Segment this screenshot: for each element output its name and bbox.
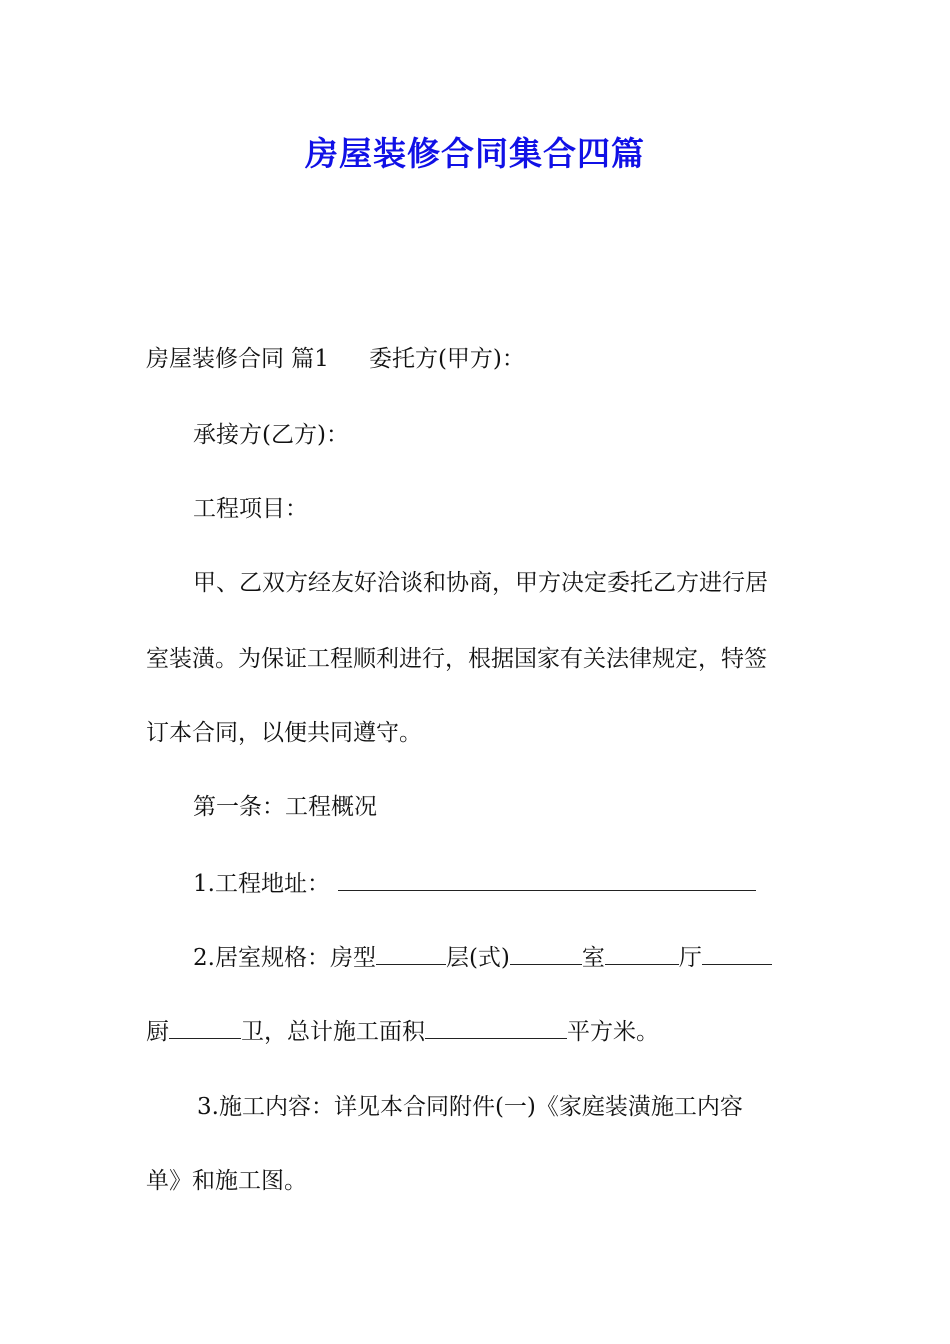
paragraph-line: 室装潢。为保证工程顺利进行，根据国家有关法律规定，特签	[146, 646, 767, 672]
paragraph-line: 单》和施工图。	[146, 1168, 307, 1194]
blank-field	[605, 942, 679, 965]
blank-field	[510, 942, 582, 965]
paragraph-line: 3.施工内容：详见本合同附件(一)《家庭装潢施工内容	[197, 1094, 743, 1120]
document-title: 房屋装修合同集合四篇	[305, 134, 645, 173]
paragraph-line: 甲、乙双方经友好洽谈和协商，甲方决定委托乙方进行居	[193, 570, 768, 596]
address-blank	[338, 868, 756, 891]
blank-field	[169, 1016, 241, 1039]
party-b-label: 承接方(乙方)：	[193, 422, 349, 448]
room-spec-line	[193, 942, 863, 973]
project-label: 工程项目：	[193, 496, 308, 522]
kitchen-label: 厨	[146, 1019, 169, 1045]
contract-section-heading: 房屋装修合同 篇1	[146, 346, 329, 372]
address-label: 1.工程地址：	[193, 871, 330, 897]
paragraph-line: 订本合同，以便共同遵守。	[146, 720, 422, 746]
area-line	[146, 1016, 816, 1047]
blank-field	[425, 1016, 567, 1039]
blank-field	[702, 942, 772, 965]
contract-heading-line	[146, 344, 816, 374]
address-line	[193, 868, 863, 899]
article-heading: 第一条：工程概况	[193, 794, 377, 820]
blank-field	[376, 942, 446, 965]
area-label: 卫，总计施工面积	[241, 1019, 425, 1045]
hall-label: 厅	[678, 945, 702, 971]
party-a-label: 委托方(甲方)：	[368, 346, 525, 372]
area-unit: 平方米。	[567, 1019, 659, 1045]
room-label: 室	[581, 945, 605, 971]
room-spec-label: 2.居室规格：房型	[193, 945, 376, 971]
floor-label: 层(式)	[445, 945, 510, 971]
